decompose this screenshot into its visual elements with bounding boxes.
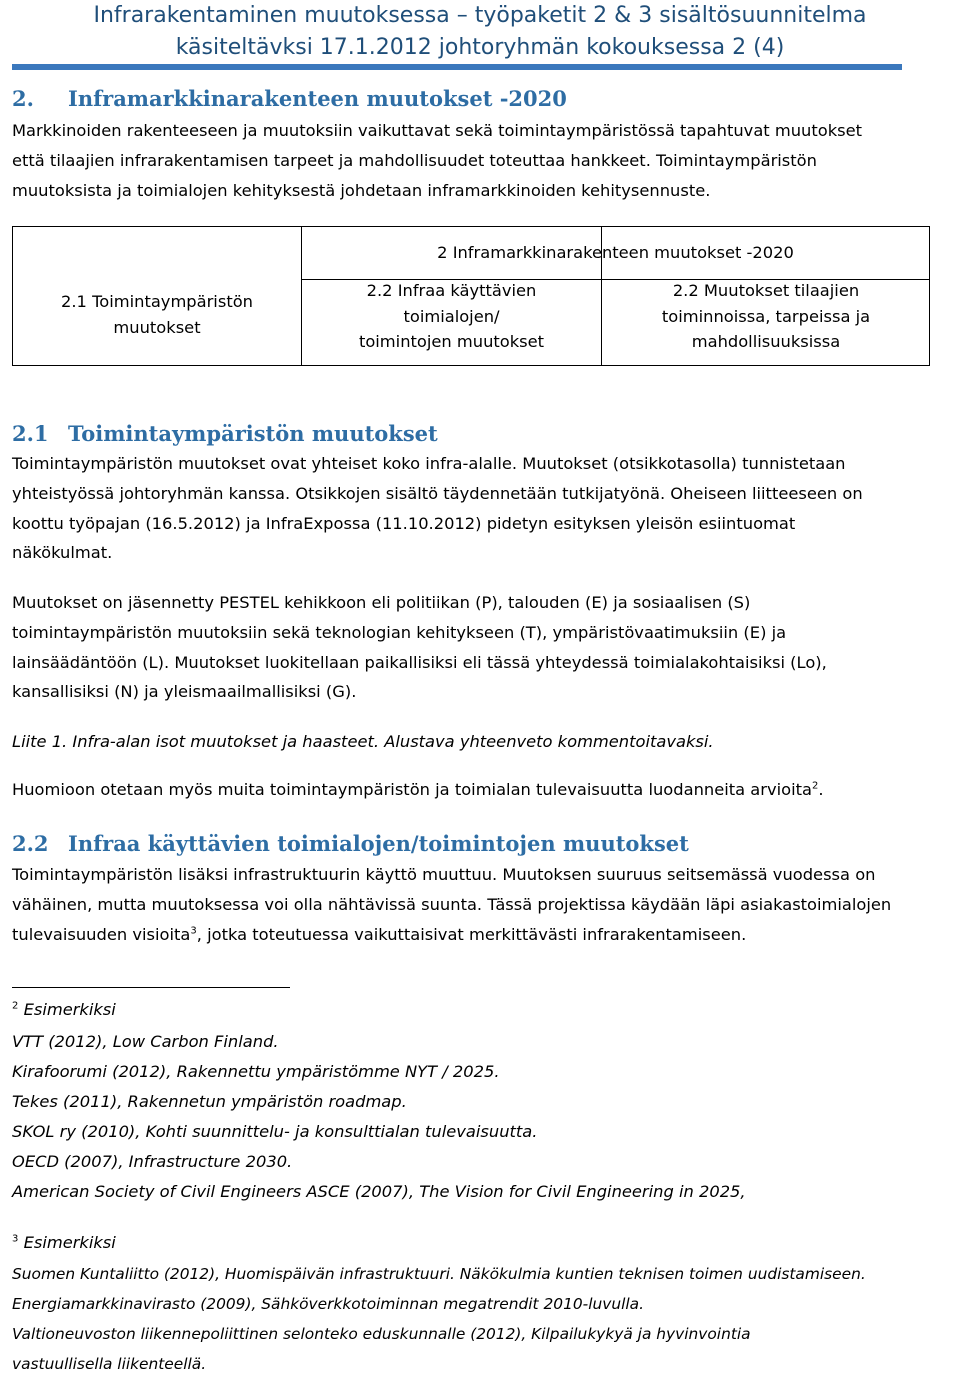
footnote-2-item: VTT (2012), Low Carbon Finland.	[12, 1032, 279, 1051]
table-cell-tilaajat	[602, 278, 930, 355]
section-2-1-p1-line-1: Toimintaympäristön muutokset ovat yhteiset koko infra-alalle. Muutokset (otsikkotasolla) tunnistetaan	[12, 454, 846, 473]
section-2-1-p1-line-4: näkökulmat.	[12, 543, 113, 563]
header-line-1: Infrarakentaminen muutoksessa – työpaketit 2 & 3 sisältösuunnitelma	[93, 3, 867, 28]
section-2-1-heading	[12, 421, 438, 446]
table-cell-toimialat	[302, 278, 601, 355]
structure-table	[12, 226, 930, 366]
footnote-2-number: 2	[12, 1000, 19, 1012]
footnote-2-heading	[12, 1000, 116, 1019]
footnote-2-label: Esimerkiksi	[23, 1000, 116, 1019]
note-text: Huomioon otetaan myös muita toimintaympäristön ja toimialan tulevaisuutta luodanneita arvioita	[12, 780, 812, 799]
footnote-3-label: Esimerkiksi	[23, 1233, 116, 1252]
note-line	[12, 775, 952, 805]
section-2-paragraph	[12, 116, 952, 205]
footnote-2-item: American Society of Civil Engineers ASCE (2007), The Vision for Civil Engineering in 2025,	[12, 1182, 746, 1201]
note-end: .	[818, 780, 824, 799]
table-top-header-text: 2 Inframarkkinarakenteen muutokset -2020	[437, 243, 794, 262]
section-2-heading	[12, 86, 567, 111]
section-2-1-p1-line-2: yhteistyössä johtoryhmän kanssa. Otsikkojen sisältö täydennetään tutkijatyönä. Oheiseen liitteeseen on	[12, 483, 863, 503]
section-2-2-title: Infraa käyttävien toimialojen/toimintojen muutokset	[68, 831, 689, 856]
section-2-line-2: että tilaajien infrarakentamisen tarpeet ja mahdollisuudet toteuttaa hankkeet. Toimintaympäristön	[12, 150, 817, 170]
section-2-2-heading	[12, 831, 689, 856]
appendix-text: Liite 1. Infra-alan isot muutokset ja haasteet. Alustava yhteenveto kommentoitavaksi.	[12, 732, 714, 751]
footnote-2-list	[12, 1027, 746, 1207]
section-2-1-p2-line-1: Muutokset on jäsennetty PESTEL kehikkoon eli politiikan (P), talouden (E) ja sosiaalisen (S)	[12, 593, 751, 612]
footnote-separator	[12, 987, 290, 988]
section-2-2-paragraph	[12, 860, 952, 949]
table-cell-2-line-1: 2.2 Infraa käyttävien	[366, 281, 537, 300]
section-2-2-line-1: Toimintaympäristön lisäksi infrastruktuurin käyttö muuttuu. Muutoksen suuruus seitsemässä vuodessa on	[12, 865, 876, 884]
table-top-header	[301, 240, 930, 266]
section-2-2-number: 2.2	[12, 831, 49, 856]
table-cell-1-line-1: 2.1 Toimintaympäristön	[61, 292, 253, 311]
section-2-1-p1-line-3: koottu työpajan (16.5.2012) ja InfraExpossa (11.10.2012) pidetyn esityksen yleisön esiintuomat	[12, 513, 796, 533]
footnote-3-list	[12, 1259, 866, 1379]
section-2-2-line-3a: tulevaisuuden visioita	[12, 924, 191, 944]
footnote-2-item: SKOL ry (2010), Kohti suunnittelu- ja konsulttialan tulevaisuutta.	[12, 1122, 538, 1141]
table-cell-1-line-2: muutokset	[113, 317, 201, 337]
table-cell-toimintaymparisto	[13, 289, 301, 340]
footnote-2-item: OECD (2007), Infrastructure 2030.	[12, 1152, 293, 1171]
section-2-title: Inframarkkinarakenteen muutokset -2020	[68, 86, 567, 111]
footnote-3-item: vastuullisella liikenteellä.	[12, 1355, 207, 1373]
footnote-3-item: Energiamarkkinavirasto (2009), Sähköverkkotoiminnan megatrendit 2010-luvulla.	[12, 1295, 644, 1313]
footnote-ref-3[interactable]: 3	[190, 925, 197, 937]
section-2-1-number: 2.1	[12, 421, 49, 446]
table-cell-2-line-2: toimialojen/	[403, 306, 500, 326]
footnote-3-number: 3	[12, 1233, 19, 1245]
footnote-3-item: Valtioneuvoston liikennepoliittinen selonteko eduskunnalle (2012), Kilpailukykyä ja hyvinvointia	[12, 1325, 751, 1343]
section-2-1-paragraph-2	[12, 588, 952, 707]
table-cell-3-line-1: 2.2 Muutokset tilaajien	[672, 281, 860, 300]
section-2-1-p2-line-3: lainsäädäntöön (L). Muutokset luokitellaan paikallisiksi eli tässä yhteydessä toimialakohtaisiksi (Lo),	[12, 652, 827, 672]
table-cell-2-line-3: toimintojen muutokset	[358, 332, 545, 352]
section-2-2-line-2: vähäinen, mutta muutoksessa voi olla nähtävissä suunta. Tässä projektissa käydään läpi asiakastoimialojen	[12, 894, 892, 914]
section-2-2-line-3b: , jotka toteutuessa vaikuttaisivat merkittävästi infrarakentamiseen.	[196, 924, 747, 944]
table-cell-3-line-2: toiminnoissa, tarpeissa ja	[661, 306, 871, 326]
header-rule	[12, 64, 902, 70]
header-line-2: käsiteltävksi 17.1.2012 johtoryhmän kokouksessa 2 (4)	[175, 35, 785, 60]
footnote-2-item: Kirafoorumi (2012), Rakennettu ympäristömme NYT / 2025.	[12, 1062, 500, 1081]
section-2-2-line-3	[12, 920, 952, 950]
footnote-2-item: Tekes (2011), Rakennetun ympäristön roadmap.	[12, 1092, 407, 1111]
section-2-1-p2-line-4: kansallisiksi (N) ja yleismaailmallisiksi (G).	[12, 682, 357, 702]
section-2-1-paragraph-1	[12, 449, 952, 568]
section-2-1-p2-line-2: toimintaympäristön muutoksiin sekä teknologian kehitykseen (T), ympäristövaatimuksiin (E) ja	[12, 622, 787, 642]
section-2-number: 2.	[12, 86, 34, 111]
section-2-1-title: Toimintaympäristön muutokset	[68, 421, 438, 446]
footnote-3-heading	[12, 1233, 116, 1252]
section-2-line-3: muutoksista ja toimialojen kehityksestä johdetaan inframarkkinoiden kehitysennuste.	[12, 180, 711, 200]
footnote-ref-2[interactable]: 2	[811, 780, 819, 792]
section-2-line-1: Markkinoiden rakenteeseen ja muutoksiin vaikuttavat sekä toimintaympäristössä tapahtuvat muutokset	[12, 121, 863, 140]
table-cell-3-line-3: mahdollisuuksissa	[691, 332, 841, 352]
footnote-3-item: Suomen Kuntaliitto (2012), Huomispäivän infrastruktuuri. Näkökulmia kuntien teknisen toimen uudistamiseen.	[12, 1265, 866, 1283]
note-paragraph	[12, 775, 952, 805]
appendix-reference	[12, 727, 952, 757]
page-header	[0, 0, 960, 64]
